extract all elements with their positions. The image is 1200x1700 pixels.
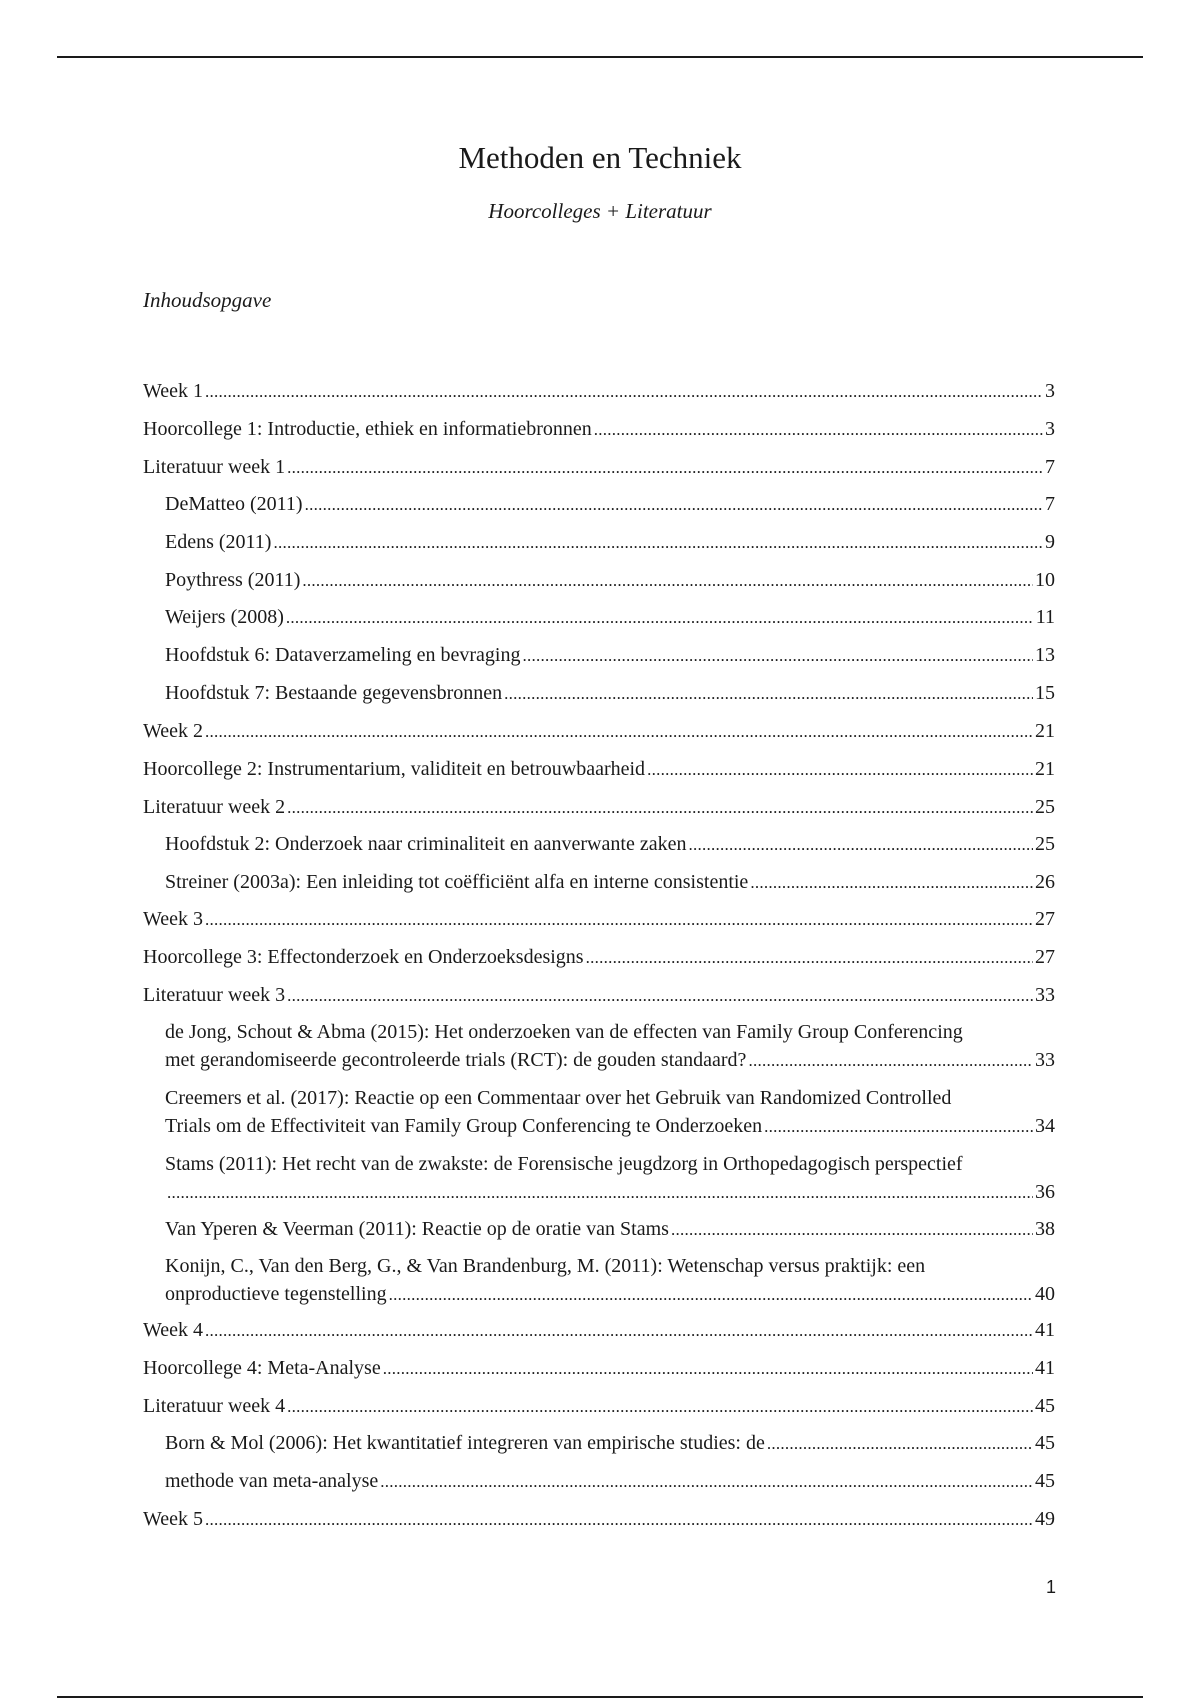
toc-entry-title: Hoorcollege 1: Introductie, ethiek en informatiebronnen — [143, 418, 592, 440]
toc-subentry[interactable] — [165, 1018, 1055, 1074]
toc-entry-page: 34 — [1035, 1115, 1055, 1137]
toc-entry-title: Born & Mol (2006): Het kwantitatief integreren van empirische studies: de — [165, 1432, 765, 1454]
toc-entry[interactable] — [143, 1505, 1055, 1533]
toc-entry-page: 45 — [1035, 1395, 1055, 1417]
toc-entry-title: Hoofdstuk 6: Dataverzameling en bevraging — [165, 644, 521, 666]
toc-entry-page: 45 — [1035, 1432, 1055, 1454]
toc-entry-page: 11 — [1035, 606, 1055, 628]
toc-entry-title-line1: Konijn, C., Van den Berg, G., & Van Brandenburg, M. (2011): Wetenschap versus praktijk: een — [165, 1255, 926, 1277]
toc-entry-title: Hoofdstuk 2: Onderzoek naar criminaliteit en aanverwante zaken — [165, 833, 687, 855]
toc-entry-page: 45 — [1035, 1470, 1055, 1492]
toc-entry-page: 41 — [1035, 1319, 1055, 1341]
toc-dot-leader — [205, 1316, 1033, 1345]
toc-entry-title: methode van meta-analyse — [165, 1470, 379, 1492]
toc-subentry[interactable] — [165, 641, 1055, 669]
toc-entry[interactable] — [143, 415, 1055, 443]
toc-entry-title: Van Yperen & Veerman (2011): Reactie op de oratie van Stams — [165, 1218, 669, 1240]
toc-subentry[interactable] — [165, 490, 1055, 518]
toc-entry-page: 9 — [1045, 531, 1055, 553]
toc-entry-title: Hoorcollege 4: Meta-Analyse — [143, 1357, 381, 1379]
toc-subentry[interactable] — [165, 1252, 1055, 1308]
toc-entry-page: 3 — [1045, 380, 1055, 402]
toc-entry[interactable] — [143, 793, 1055, 821]
toc-entry-page: 13 — [1035, 644, 1055, 666]
toc-entry-title: Literatuur week 2 — [143, 796, 286, 818]
toc-subentry[interactable] — [165, 603, 1055, 631]
toc-dot-leader — [287, 981, 1033, 1010]
toc-subentry[interactable] — [165, 1084, 1055, 1140]
toc-dot-leader — [383, 1354, 1033, 1383]
document-subtitle: Hoorcolleges + Literatuur — [488, 199, 712, 223]
toc-dot-leader — [287, 793, 1033, 822]
toc-entry-page: 27 — [1035, 908, 1055, 930]
toc-dot-leader — [205, 905, 1033, 934]
toc-dot-leader — [305, 490, 1043, 519]
toc-dot-leader — [671, 1215, 1033, 1244]
toc-dot-leader — [287, 453, 1043, 482]
toc-entry-page: 10 — [1035, 569, 1055, 591]
toc-dot-leader — [688, 830, 1033, 859]
toc-entry-title: Poythress (2011) — [165, 569, 301, 591]
toc-entry-title: Streiner (2003a): Een inleiding tot coëfficiënt alfa en interne consistentie — [165, 871, 749, 893]
toc-subentry[interactable] — [165, 830, 1055, 858]
toc-entry-title: DeMatteo (2011) — [165, 493, 303, 515]
toc-entry[interactable] — [143, 453, 1055, 481]
toc-subentry[interactable] — [165, 566, 1055, 594]
toc-dot-leader — [647, 755, 1033, 784]
toc-entry-title: Literatuur week 3 — [143, 984, 286, 1006]
toc-entry-page: 49 — [1035, 1508, 1055, 1530]
toc-entry-page: 3 — [1045, 418, 1055, 440]
toc-entry[interactable] — [143, 717, 1055, 745]
toc-entry[interactable] — [143, 905, 1055, 933]
toc-entry-title: Week 1 — [143, 380, 204, 402]
toc-dot-leader — [286, 603, 1034, 632]
page-number: 1 — [1045, 1577, 1056, 1597]
toc-entry-page: 33 — [1035, 1049, 1055, 1071]
toc-entry-title: Week 5 — [143, 1508, 204, 1530]
toc-subentry[interactable] — [165, 868, 1055, 896]
toc-dot-leader — [764, 1112, 1033, 1141]
toc-subentry[interactable] — [165, 528, 1055, 556]
toc-entry-page: 38 — [1035, 1218, 1055, 1240]
toc-entry-page: 33 — [1035, 984, 1055, 1006]
toc-entry-page: 21 — [1035, 720, 1055, 742]
toc-entry-page: 25 — [1035, 833, 1055, 855]
toc-subentry[interactable] — [165, 1150, 1055, 1206]
toc-dot-leader — [205, 717, 1033, 746]
toc-dot-leader — [302, 566, 1033, 595]
toc-entry-page: 7 — [1045, 493, 1055, 515]
toc-entry-title: Week 2 — [143, 720, 204, 742]
toc-heading: Inhoudsopgave — [143, 288, 272, 312]
toc-dot-leader — [205, 1505, 1033, 1534]
toc-entry-title: Week 3 — [143, 908, 204, 930]
toc-subentry[interactable] — [165, 1429, 1055, 1457]
toc-dot-leader — [748, 1046, 1033, 1075]
toc-entry-title: Trials om de Effectiviteit van Family Group Conferencing te Onderzoeken — [165, 1115, 763, 1137]
toc-entry[interactable] — [143, 1392, 1055, 1420]
toc-entry-page: 27 — [1035, 946, 1055, 968]
toc-dot-leader — [273, 528, 1043, 557]
toc-entry-page: 21 — [1035, 758, 1055, 780]
toc-dot-leader — [287, 1392, 1033, 1421]
toc-entry-title: Week 4 — [143, 1319, 204, 1341]
toc-entry-page: 26 — [1035, 871, 1055, 893]
toc-entry[interactable] — [143, 377, 1055, 405]
toc-entry-page: 41 — [1035, 1357, 1055, 1379]
toc-entry-title: Weijers (2008) — [165, 606, 284, 628]
toc-entry[interactable] — [143, 1316, 1055, 1344]
toc-dot-leader — [594, 415, 1043, 444]
toc-entry-page: 15 — [1035, 682, 1055, 704]
toc-dot-leader — [522, 641, 1033, 670]
toc-subentry[interactable] — [165, 1467, 1055, 1495]
toc-entry-title: Edens (2011) — [165, 531, 272, 553]
toc-dot-leader — [504, 679, 1033, 708]
toc-entry-title: Literatuur week 1 — [143, 456, 286, 478]
toc-entry[interactable] — [143, 981, 1055, 1009]
toc-dot-leader — [389, 1280, 1033, 1309]
toc-entry[interactable] — [143, 1354, 1055, 1382]
toc-entry-title-line1: de Jong, Schout & Abma (2015): Het onderzoeken van de effecten van Family Group Conferencing — [165, 1021, 963, 1043]
toc-dot-leader — [205, 377, 1043, 406]
toc-dot-leader — [167, 1178, 1033, 1207]
toc-entry-page: 40 — [1035, 1283, 1055, 1305]
toc-entry-title: Literatuur week 4 — [143, 1395, 286, 1417]
toc-entry-title-line1: Stams (2011): Het recht van de zwakste: de Forensische jeugdzorg in Orthopedagogisch perspectief — [165, 1153, 963, 1175]
toc-entry-title: Hoofdstuk 7: Bestaande gegevensbronnen — [165, 682, 503, 704]
toc-subentry[interactable] — [165, 679, 1055, 707]
toc-entry-title: met gerandomiseerde gecontroleerde trials (RCT): de gouden standaard? — [165, 1049, 747, 1071]
toc-dot-leader — [750, 868, 1033, 897]
toc-entry[interactable] — [143, 755, 1055, 783]
toc-dot-leader — [767, 1429, 1033, 1458]
toc-dot-leader — [586, 943, 1033, 972]
footer-rule — [57, 1696, 1143, 1698]
toc-entry-page: 36 — [1035, 1181, 1055, 1203]
toc-entry-title: Hoorcollege 3: Effectonderzoek en Onderzoeksdesigns — [143, 946, 584, 968]
toc-dot-leader — [380, 1467, 1033, 1496]
toc-entry-page: 7 — [1045, 456, 1055, 478]
toc-entry-title: onproductieve tegenstelling — [165, 1283, 387, 1305]
toc-entry-page: 25 — [1035, 796, 1055, 818]
toc-entry-title: Hoorcollege 2: Instrumentarium, validiteit en betrouwbaarheid — [143, 758, 646, 780]
toc-entry[interactable] — [143, 943, 1055, 971]
toc-subentry[interactable] — [165, 1215, 1055, 1243]
toc-entry-title-line1: Creemers et al. (2017): Reactie op een Commentaar over het Gebruik van Randomized Controlled — [165, 1087, 952, 1109]
document-title: Methoden en Techniek — [458, 140, 742, 175]
